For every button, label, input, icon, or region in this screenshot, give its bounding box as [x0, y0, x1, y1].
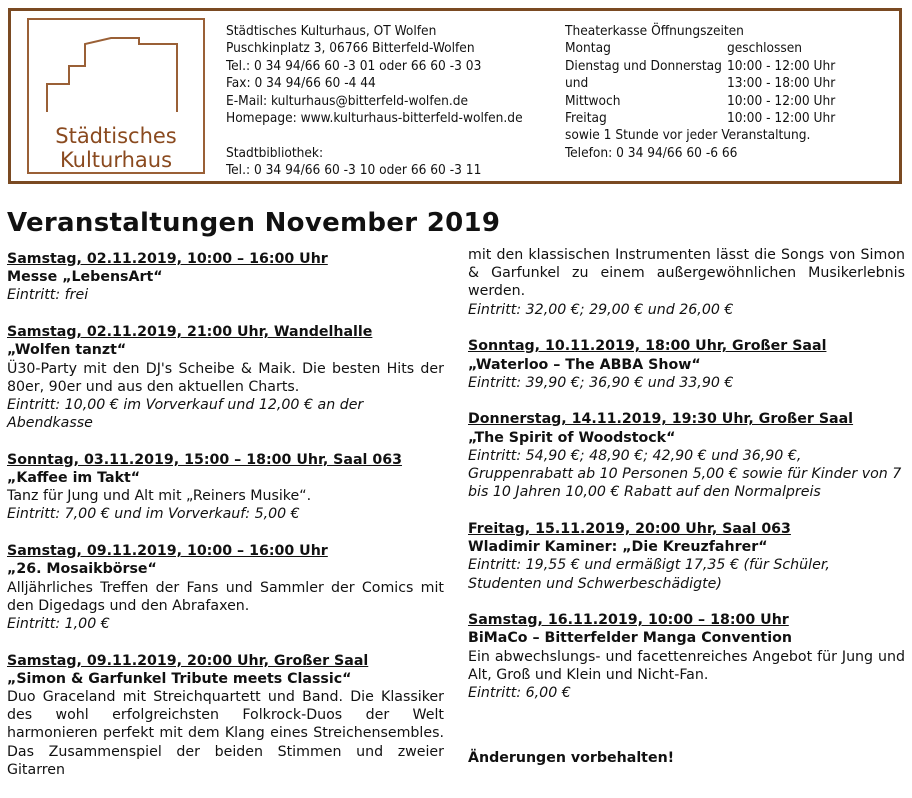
event-date: Samstag, 16.11.2019, 10:00 – 18:00 Uhr — [468, 612, 789, 629]
event-description: Duo Graceland mit Streichquartett und Band. Die Klassiker des wohl erfolgreichsten Folkrock-Duos der Welt harmonieren perfekt mit dem Klang eines Streichensembles. Das Zusammenspiel der beiden Stimmen und zweier Gitarren — [7, 689, 444, 778]
event-price: Eintritt: frei — [7, 287, 89, 304]
event-description: Tanz für Jung und Alt mit „Reiners Musike“. — [7, 488, 312, 505]
homepage-line[interactable]: Homepage: www.kulturhaus-bitterfeld-wolfen.de — [226, 110, 523, 127]
event-item — [468, 520, 905, 593]
event-item — [468, 611, 905, 702]
library-phone: Tel.: 0 34 94/66 60 -3 10 oder 66 60 -3 11 — [226, 162, 482, 179]
changes-notice: Änderungen vorbehalten! — [468, 750, 675, 766]
event-price: Eintritt: 32,00 €; 29,00 € und 26,00 € — [468, 301, 734, 318]
event-price: Eintritt: 19,55 € und ermäßigt 17,35 € (für Schüler, Studenten und Schwerbeschädigte) — [468, 557, 830, 592]
email-line[interactable]: E-Mail: kulturhaus@bitterfeld-wolfen.de — [226, 92, 469, 109]
event-date: Sonntag, 10.11.2019, 18:00 Uhr, Großer Saal — [468, 338, 827, 355]
address-line: Puschkinplatz 3, 06766 Bitterfeld-Wolfen — [226, 40, 475, 57]
event-date: Samstag, 02.11.2019, 10:00 – 16:00 Uhr — [7, 251, 328, 267]
event-price: Eintritt: 6,00 € — [468, 685, 571, 702]
hours-row: Freitag 10:00 - 12:00 Uhr — [565, 110, 836, 127]
event-description: Ein abwechslungs- und facettenreiches Angebot für Jung und Alt, Groß und Klein und Nicht-Fan. — [468, 648, 905, 683]
phone-line: Tel.: 0 34 94/66 60 -3 01 oder 66 60 -3 03 — [226, 57, 482, 74]
event-title: „Wolfen tanzt“ — [7, 342, 127, 359]
page-title: Veranstaltungen November 2019 — [7, 208, 501, 238]
hours-row: und 13:00 - 18:00 Uhr — [565, 75, 836, 92]
event-item — [7, 250, 444, 305]
event-date: Sonntag, 03.11.2019, 15:00 – 18:00 Uhr, Saal 063 — [7, 451, 402, 468]
address-line: Städtisches Kulturhaus, OT Wolfen — [226, 23, 437, 39]
event-date: Donnerstag, 14.11.2019, 19:30 Uhr, Großer Saal — [468, 411, 854, 428]
event-item — [468, 410, 905, 501]
event-title: „Kaffee im Takt“ — [7, 470, 141, 487]
events-column-left — [7, 250, 444, 798]
event-title: Wladimir Kaminer: „Die Kreuzfahrer“ — [468, 539, 768, 556]
library-label: Stadtbibliothek: — [226, 144, 324, 161]
event-price: Eintritt: 39,90 €; 36,90 € und 33,90 € — [468, 374, 734, 391]
kulturhaus-logo — [27, 18, 205, 174]
header-box — [8, 8, 902, 184]
event-title: „Simon & Garfunkel Tribute meets Classic“ — [7, 670, 352, 687]
event-title: BiMaCo – Bitterfelder Manga Convention — [468, 630, 792, 647]
event-price: Eintritt: 54,90 €; 48,90 €; 42,90 € und 36,90 €, Gruppenrabatt ab 10 Personen 5,00 € sowie für Kinder von 7 bis 10 Jahren 10,00 € Rabatt auf den Normalpreis — [468, 447, 902, 501]
event-item — [468, 337, 905, 392]
building-steps-icon — [29, 20, 203, 120]
hours-row: Mittwoch 10:00 - 12:00 Uhr — [565, 92, 836, 109]
event-description: mit den klassischen Instrumenten lässt die Songs von Simon & Garfunkel zu einem außergewöhnlichen Musikerlebnis werden. — [468, 247, 905, 300]
event-date: Samstag, 02.11.2019, 21:00 Uhr, Wandelhalle — [7, 324, 373, 341]
event-date: Freitag, 15.11.2019, 20:00 Uhr, Saal 063 — [468, 520, 791, 537]
hours-title: Theaterkasse Öffnungszeiten — [565, 23, 744, 39]
event-description: Ü30-Party mit den DJ's Scheibe & Maik. Die besten Hits der 80er, 90er und aus den aktuellen Charts. — [7, 360, 444, 395]
contact-address — [226, 23, 523, 180]
event-item — [7, 542, 444, 633]
event-title: Messe „LebensArt“ — [7, 269, 163, 286]
event-price: Eintritt: 1,00 € — [7, 615, 110, 632]
logo-line-1: Städtisches — [55, 124, 177, 148]
event-title: „Waterloo – The ABBA Show“ — [468, 356, 701, 373]
box-office-hours — [565, 23, 835, 162]
fax-line: Fax: 0 34 94/66 60 -4 44 — [226, 75, 376, 92]
event-item — [7, 323, 444, 432]
hours-row: Montag geschlossen — [565, 40, 803, 57]
hours-note: sowie 1 Stunde vor jeder Veranstaltung. — [565, 127, 811, 144]
event-continuation — [468, 246, 905, 319]
logo-line-2: Kulturhaus — [59, 148, 173, 172]
event-title: „26. Mosaikbörse“ — [7, 561, 157, 578]
event-item — [7, 451, 444, 524]
event-title: „The Spirit of Woodstock“ — [468, 429, 676, 446]
hours-row: Dienstag und Donnerstag 10:00 - 12:00 Uhr — [565, 57, 836, 74]
event-date: Samstag, 09.11.2019, 10:00 – 16:00 Uhr — [7, 543, 328, 560]
event-price: Eintritt: 10,00 € im Vorverkauf und 12,00 € an der Abendkasse — [7, 396, 364, 432]
event-item — [7, 652, 444, 779]
box-office-phone: Telefon: 0 34 94/66 60 -6 66 — [565, 144, 738, 161]
event-date: Samstag, 09.11.2019, 20:00 Uhr, Großer Saal — [7, 652, 369, 669]
events-column-right — [468, 246, 905, 721]
event-description: Alljährliches Treffen der Fans und Sammler der Comics mit den Digedags und den Abrafaxen. — [7, 579, 444, 614]
event-price: Eintritt: 7,00 € und im Vorverkauf: 5,00 € — [7, 506, 300, 523]
